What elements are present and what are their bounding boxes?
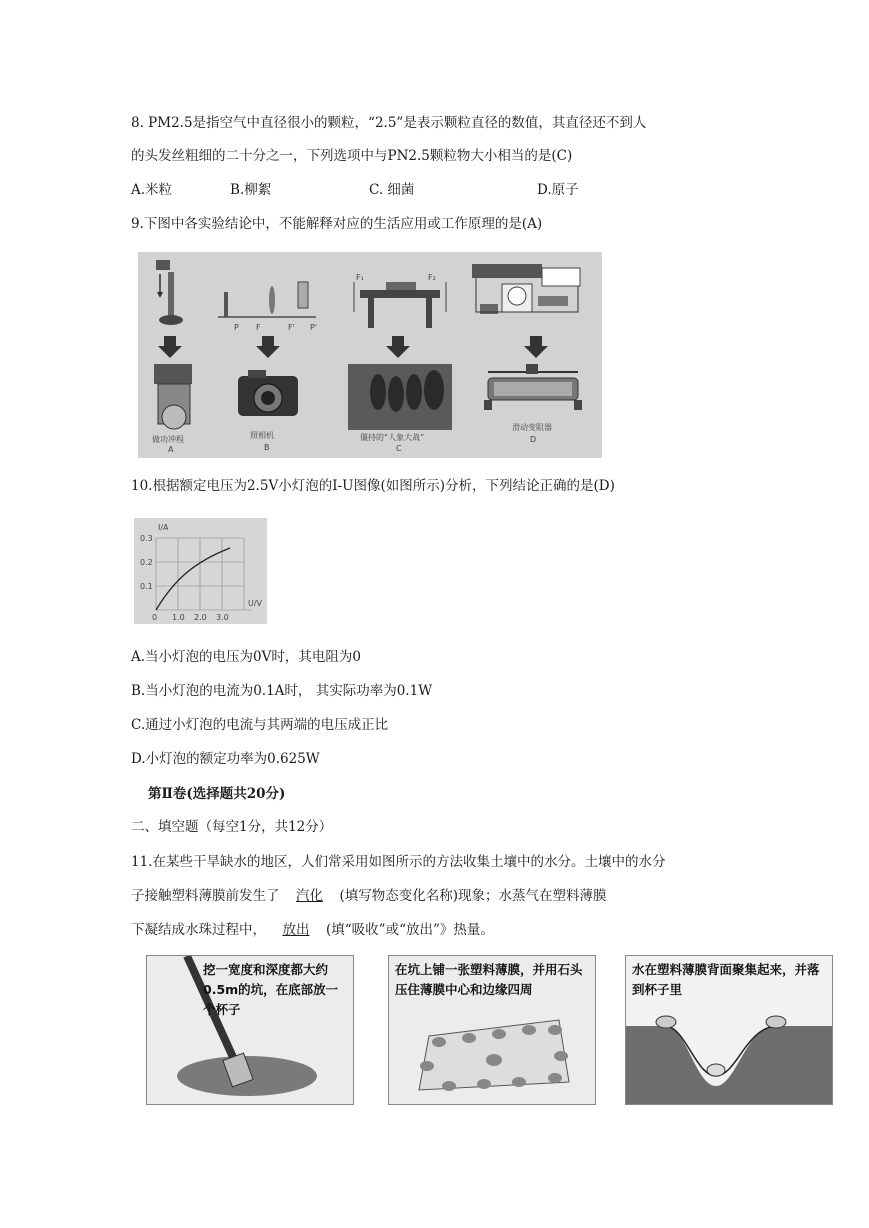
caption-c: 僵持的“人象大战”	[360, 433, 425, 442]
graph-ylabel: I/A	[158, 523, 169, 532]
section-2-title: 第Ⅱ卷(选择题共20分)	[148, 786, 286, 802]
xtick-2: 2.0	[194, 613, 207, 622]
q10-option-c: C.通过小灯泡的电流与其两端的电压成正比	[131, 717, 389, 733]
q8-option-d: D.原子	[537, 182, 579, 198]
xtick-3: 3.0	[216, 613, 229, 622]
engine-stroke-icon	[154, 364, 192, 429]
caption-a: 做功冲程	[152, 435, 184, 444]
letter-b: B	[264, 443, 270, 452]
xtick-1: 1.0	[172, 613, 185, 622]
lens-label-f-prime: F'	[288, 323, 295, 332]
q11-line-1: 11.在某些干旱缺水的地区，人们常采用如图所示的方法收集土壤中的水分。土壤中的水分	[131, 854, 666, 870]
q8-option-b: B.柳絮	[230, 182, 272, 198]
ytick-0-2: 0.2	[140, 558, 153, 567]
q11-panel-dig	[146, 955, 354, 1105]
letter-c: C	[396, 444, 402, 453]
q11-line-3-post: (填“吸收”或“放出”》热量。	[326, 922, 494, 938]
caption-d: 滑动变阻器	[512, 423, 552, 432]
xtick-0: 0	[152, 613, 158, 622]
panel-3-caption: 水在塑料薄膜背面聚集起来，并落到杯子里	[632, 962, 820, 997]
q10-option-a: A.当小灯泡的电压为0V时，其电阻为0	[131, 649, 361, 665]
q9-figure-drawing	[138, 252, 602, 458]
q11-line-2	[131, 887, 607, 905]
q8-option-a: A.米粒	[131, 182, 173, 198]
q11-panel-collect	[625, 955, 833, 1105]
q11-line-3-pre: 下凝结成水珠过程中，	[131, 922, 266, 938]
q10-option-b: B.当小灯泡的电流为0.1A时， 其实际功率为0.1W	[131, 683, 433, 699]
q9-figure	[138, 252, 602, 458]
q8-option-c: C. 细菌	[369, 182, 415, 198]
q11-line-2-pre: 子接触塑料薄膜前发生了	[131, 888, 280, 904]
ytick-0-1: 0.1	[140, 582, 153, 591]
ytick-0-3: 0.3	[140, 534, 153, 543]
q8-line-1: 8. PM2.5是指空气中直径很小的颗粒，“2.5”是表示颗粒直径的数值，其直径还不到人	[131, 115, 647, 131]
section-2-part: 二、填空题（每空1分，共12分）	[131, 819, 333, 835]
lens-label-f: F	[256, 323, 261, 332]
q11-line-3	[131, 921, 494, 939]
iu-graph-drawing	[134, 518, 267, 624]
q11-answer-2: 放出	[282, 922, 310, 938]
q8-line-2: 的头发丝粗细的二十分之一，下列选项中与PN2.5颗粒物大小相当的是(C)	[131, 148, 573, 164]
caption-b: 照相机	[250, 431, 274, 440]
letter-d: D	[530, 435, 537, 444]
q10-option-d: D.小灯泡的额定功率为0.625W	[131, 751, 320, 767]
q11-panel-film	[388, 955, 596, 1105]
q10-stem: 10.根据额定电压为2.5V小灯泡的I-U图像(如图所示)分析，下列结论正确的是(D)	[131, 478, 615, 494]
camera-icon	[238, 370, 298, 416]
q9-stem: 9.下图中各实验结论中，不能解释对应的生活应用或工作原理的是(A)	[131, 216, 543, 232]
panel-2-caption: 在坑上铺一张塑料薄膜，并用石头压住薄膜中心和边缘四周	[395, 962, 583, 997]
force-label-f2: F₂	[428, 273, 436, 282]
letter-a: A	[168, 445, 174, 454]
q11-answer-1: 汽化	[296, 888, 323, 904]
panel-1-caption: 挖一宽度和深度都大约0.5m的坑，在底部放一个杯子	[203, 962, 339, 1017]
lens-label-p: P	[234, 323, 239, 332]
lens-label-p-prime: P'	[310, 323, 318, 332]
q10-iu-graph	[134, 518, 267, 624]
q11-line-2-post: (填写物态变化名称)现象；水蒸气在塑料薄膜	[339, 888, 607, 904]
graph-xlabel: U/V	[248, 599, 263, 608]
force-label-f1: F₁	[356, 273, 364, 282]
